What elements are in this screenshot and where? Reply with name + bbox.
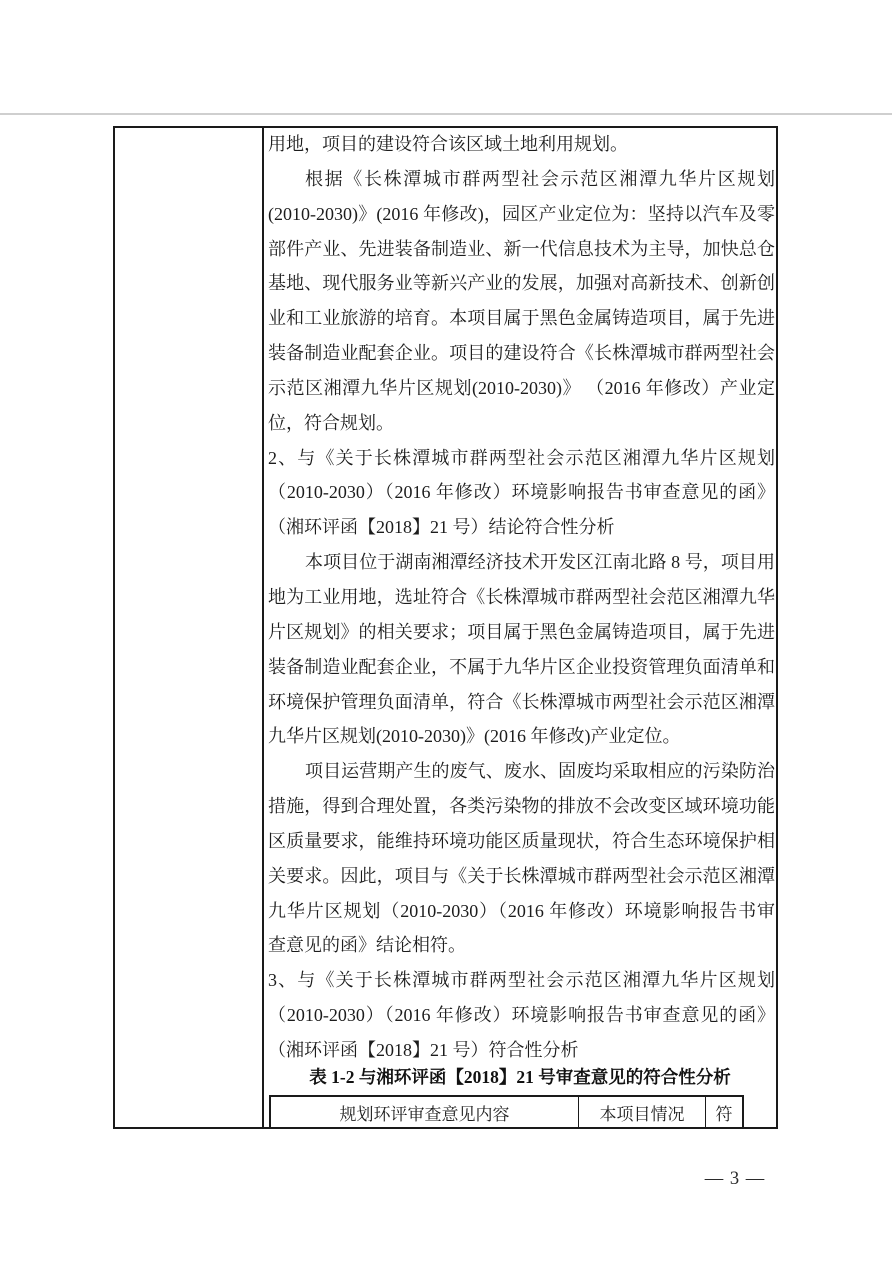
body-text-line: 根据《长株潭城市群两型社会示范区湘潭九华片区规划 bbox=[305, 168, 775, 189]
body-text-line: 本项目位于湖南湘潭经济技术开发区江南北路 8 号，项目用 bbox=[305, 552, 775, 573]
header-cell-conformity: 符 bbox=[715, 1104, 733, 1124]
body-text-line: （2010-2030）（2016 年修改）环境影响报告书审查意见的函》 bbox=[268, 1005, 775, 1026]
body-text-line: 3、与《关于长株潭城市群两型社会示范区湘潭九华片区规划 bbox=[268, 970, 775, 991]
header-cell-review-opinion-content: 规划环评审查意见内容 bbox=[271, 1097, 579, 1127]
body-text-line: 九华片区规划（2010-2030）（2016 年修改）环境影响报告书审 bbox=[268, 900, 775, 921]
body-text-line: 装备制造业配套企业，不属于九华片区企业投资管理负面清单和 bbox=[268, 656, 775, 677]
body-text-line: （湘环评函【2018】21 号）结论符合性分析 bbox=[268, 517, 615, 538]
body-text-line: 区质量要求，能维持环境功能区质量现状，符合生态环境保护相 bbox=[268, 830, 775, 851]
body-text-line: （2010-2030）（2016 年修改）环境影响报告书审查意见的函》 bbox=[268, 482, 775, 503]
body-text-line: 地为工业用地，选址符合《长株潭城市群两型社会范区湘潭九华 bbox=[268, 586, 775, 607]
body-text-line: 基地、现代服务业等新兴产业的发展，加强对高新技术、创新创 bbox=[268, 273, 775, 294]
review-table bbox=[269, 1095, 744, 1127]
body-text-line: 装备制造业配套企业。项目的建设符合《长株潭城市群两型社会 bbox=[268, 343, 775, 364]
body-text-line: 位，符合规划。 bbox=[268, 412, 394, 433]
report-form-table bbox=[113, 126, 778, 1129]
body-text-line: 环境保护管理负面清单，符合《长株潭城市两型社会示范区湘潭 bbox=[268, 691, 775, 712]
body-text-line: 业和工业旅游的培育。本项目属于黑色金属铸造项目，属于先进 bbox=[268, 308, 775, 329]
body-text-line: 片区规划》的相关要求；项目属于黑色金属铸造项目，属于先进 bbox=[268, 621, 775, 642]
body-text-line: 项目运营期产生的废气、废水、固废均采取相应的污染防治 bbox=[305, 761, 775, 782]
body-text-line: 措施，得到合理处置，各类污染物的排放不会改变区域环境功能 bbox=[268, 796, 775, 817]
column-divider bbox=[262, 128, 264, 1127]
body-text-line: 部件产业、先进装备制造业、新一代信息技术为主导，加快总仓 bbox=[268, 238, 775, 259]
body-text bbox=[268, 127, 775, 1068]
header-cell-project-situation: 本项目情况 bbox=[579, 1097, 706, 1127]
body-text-line: 关要求。因此，项目与《关于长株潭城市群两型社会示范区湘潭 bbox=[268, 865, 775, 886]
body-text-line: (2010-2030)》(2016 年修改)，园区产业定位为：坚持以汽车及零 bbox=[268, 203, 775, 224]
body-text-line: 查意见的函》结论相符。 bbox=[268, 935, 466, 956]
body-text-line: 2、与《关于长株潭城市群两型社会示范区湘潭九华片区规划 bbox=[268, 447, 775, 468]
body-text-line: 示范区湘潭九华片区规划(2010-2030)》 （2016 年修改）产业定 bbox=[268, 377, 775, 398]
body-text-line: 九华片区规划(2010-2030)》(2016 年修改)产业定位。 bbox=[268, 726, 681, 747]
body-text-line: （湘环评函【2018】21 号）符合性分析 bbox=[268, 1039, 579, 1060]
row-label-cell bbox=[115, 128, 262, 1127]
page-number: — 3 — bbox=[704, 1169, 766, 1189]
scan-artifact-line bbox=[0, 113, 892, 115]
body-text-line: 用地，项目的建设符合该区域土地利用规划。 bbox=[268, 134, 628, 154]
table-caption: 表 1-2 与湘环评函【2018】21 号审查意见的符合性分析 bbox=[309, 1067, 731, 1087]
